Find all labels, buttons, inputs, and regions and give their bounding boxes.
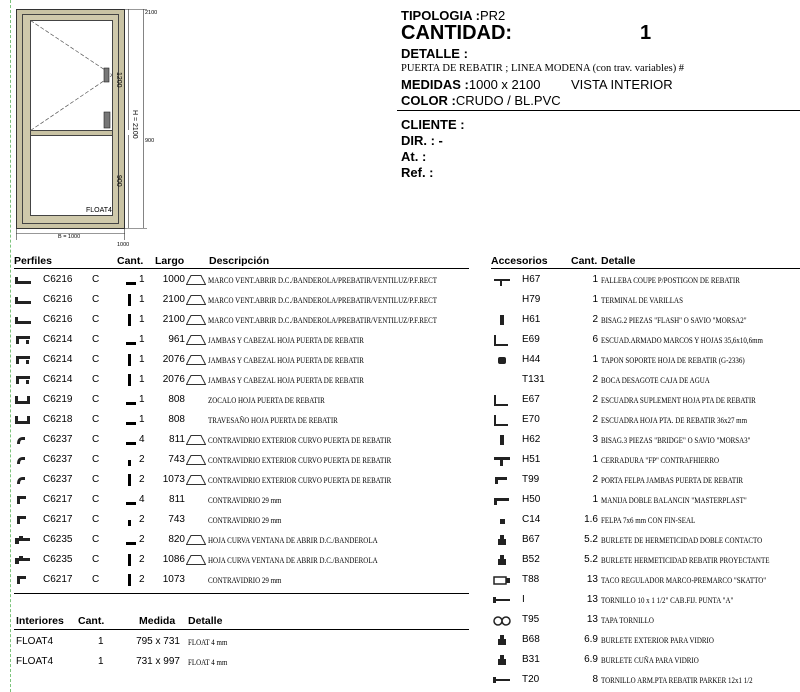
accesorios-row (0, 510, 800, 530)
width-dimension: B = 1000 (58, 234, 81, 240)
tipologia-label: TIPOLOGIA : (401, 8, 480, 23)
accesorios-row (0, 630, 800, 650)
accessory-description: TAPON SOPORTE HOJA DE REBATIR (G-2336) (601, 355, 745, 365)
glass-quantity: 1 (98, 636, 104, 647)
accesorios-row (0, 270, 800, 290)
corner-bracket-icon (492, 414, 514, 426)
accessory-quantity: 1.6 (584, 514, 598, 525)
profile-quantity: 1 (139, 414, 145, 425)
top-dimension: 2100 (145, 10, 158, 16)
profile-code: C6216 (43, 314, 73, 325)
accessory-code: I (522, 594, 525, 605)
accessory-code: T131 (522, 374, 545, 385)
glass-size: 795 x 731 (136, 636, 180, 647)
profile-description: JAMBAS Y CABEZAL HOJA PUERTA DE REBATIR (208, 355, 364, 365)
glass-name: FLOAT4 (16, 636, 54, 647)
corner-dimension: 1000 (117, 242, 130, 248)
accessory-code: B67 (522, 534, 540, 545)
profile-type: C (92, 334, 100, 345)
accessory-quantity: 2 (592, 394, 598, 405)
profile-length: 961 (168, 334, 185, 345)
glass-detail: FLOAT 4 mm (188, 657, 228, 667)
cantidad-label: CANTIDAD: (401, 22, 513, 44)
handle-icon (492, 494, 514, 506)
gasket-icon (492, 654, 514, 666)
brush-holder-icon (492, 474, 514, 486)
detalle-label: DETALLE : (401, 46, 468, 61)
cliente-label: CLIENTE : (401, 117, 465, 132)
accessory-code: H79 (522, 294, 541, 305)
profile-type: C (92, 274, 100, 285)
header-divider (397, 110, 800, 111)
accesorios-row (0, 470, 800, 490)
latch-icon (492, 274, 514, 286)
tipologia-value: PR2 (479, 8, 506, 23)
accessory-description: TORNILLO 10 x 1 1/2" CAB.FIJ. PUNTA "A" (601, 595, 734, 605)
accessory-code: H50 (522, 494, 541, 505)
accessory-description: PORTA FELPA JAMBAS PUERTA DE REBATIR (601, 475, 744, 485)
color-value: CRUDO / BL.PVC (455, 93, 561, 108)
accessory-code: H62 (522, 434, 541, 445)
perfiles-descripcion-header: Descripción (209, 255, 270, 267)
profile-code: C6237 (43, 454, 73, 465)
spacer-block-icon (492, 574, 514, 586)
accessory-quantity: 2 (592, 414, 598, 425)
accesorios-row (0, 650, 800, 670)
profile-length: 1000 (162, 274, 185, 285)
accessory-quantity: 13 (586, 574, 598, 585)
profile-quantity: 2 (139, 454, 145, 465)
profile-length: 2100 (162, 314, 185, 325)
height-dimension: H = 2100 (131, 110, 138, 139)
detalle-value: PUERTA DE REBATIR ; LINEA MODENA (con trav. variables) # (401, 63, 685, 74)
profile-description: MARCO VENT.ABRIR D.C./BANDEROLA/PREBATIR/VENTILUZ/P.F.RECT (208, 295, 438, 305)
gasket-icon (492, 634, 514, 646)
accesorios-row (0, 330, 800, 350)
accessory-code: B31 (522, 654, 540, 665)
profile-type: C (92, 454, 100, 465)
profile-code: C6217 (43, 494, 73, 505)
profile-type: C (92, 534, 100, 545)
accesorios-row (0, 590, 800, 610)
profile-description: CONTRAVIDRIO 29 mm (208, 515, 282, 525)
profile-description: HOJA CURVA VENTANA DE ABRIR D.C./BANDEROLA (208, 555, 378, 565)
profile-length: 811 (169, 494, 185, 505)
accessory-description: BOCA DESAGOTE CAJA DE AGUA (601, 375, 710, 385)
profile-description: CONTRAVIDRIO EXTERIOR CURVO PUERTA DE REBATIR (208, 455, 392, 465)
accessory-description: ESCUADRA SUPLEMENT HOJA PTA DE REBATIR (601, 395, 756, 405)
at-label: At. : (401, 149, 427, 164)
accessory-code: H67 (522, 274, 541, 285)
accessory-description: FALLEBA COUPE P/POSTIGON DE REBATIR (601, 275, 740, 285)
screw-icon (492, 674, 514, 686)
accessory-code: B52 (522, 554, 540, 565)
profile-description: MARCO VENT.ABRIR D.C./BANDEROLA/PREBATIR/VENTILUZ/P.F.RECT (208, 275, 438, 285)
accessory-description: ESCUAD.ARMADO MARCOS Y HOJAS 35,6x10,6mm (601, 335, 763, 345)
profile-description: JAMBAS Y CABEZAL HOJA PUERTA DE REBATIR (208, 375, 364, 385)
accessory-description: BISAG.2 PIEZAS "FLASH" O SAVIO "MORSA2" (601, 315, 747, 325)
accessory-code: E67 (522, 394, 540, 405)
profile-code: C6214 (43, 374, 73, 385)
accessory-description: TAPA TORNILLO (601, 615, 654, 625)
profile-length: 2100 (162, 294, 185, 305)
accessory-description: CERRADURA "FP" CONTRAFHIERRO (601, 455, 720, 465)
accesorios-row (0, 350, 800, 370)
profile-length: 2076 (162, 374, 185, 385)
profile-code: C6216 (43, 294, 73, 305)
interiores-detalle-header: Detalle (188, 615, 223, 627)
interiores-header: Interiores (16, 615, 64, 627)
profile-quantity: 4 (139, 434, 145, 445)
profile-code: C6217 (43, 514, 73, 525)
profile-length: 743 (168, 514, 185, 525)
glass-quantity: 1 (98, 656, 104, 667)
accessory-description: ESCUADRA HOJA PTA. DE REBATIR 36x27 mm (601, 415, 748, 425)
accessory-quantity: 1 (592, 274, 598, 285)
medidas-label: MEDIDAS : (401, 77, 469, 92)
profile-type: C (92, 374, 100, 385)
profile-quantity: 4 (139, 494, 145, 505)
profile-quantity: 1 (139, 394, 145, 405)
profile-code: C6237 (43, 434, 73, 445)
profile-quantity: 1 (139, 354, 145, 365)
accesorios-row (0, 570, 800, 590)
profile-type: C (92, 434, 100, 445)
accessory-quantity: 13 (586, 594, 598, 605)
accessory-quantity: 8 (592, 674, 598, 685)
profile-type: C (92, 574, 100, 585)
accesorios-row (0, 390, 800, 410)
accessory-code: T99 (522, 474, 540, 485)
profile-quantity: 2 (139, 554, 145, 565)
accessory-quantity: 1 (592, 494, 598, 505)
accessory-code: H61 (522, 314, 541, 325)
ref-label: Ref. : (401, 165, 434, 180)
profile-description: CONTRAVIDRIO 29 mm (208, 575, 282, 585)
accessory-quantity: 1 (592, 294, 598, 305)
accessory-quantity: 6.9 (584, 634, 598, 645)
accessory-code: T88 (522, 574, 540, 585)
profile-description: TRAVESAÑO HOJA PUERTA DE REBATIR (208, 415, 338, 425)
accessory-quantity: 2 (592, 474, 598, 485)
accessory-code: E69 (522, 334, 540, 345)
accesorios-row (0, 310, 800, 330)
profile-code: C6218 (43, 414, 73, 425)
accesorios-row (0, 670, 800, 690)
accessory-quantity: 2 (592, 314, 598, 325)
accessory-quantity: 13 (586, 614, 598, 625)
upper-dimension: 1200 (115, 72, 122, 88)
accessory-quantity: 3 (592, 434, 598, 445)
profile-description: CONTRAVIDRIO EXTERIOR CURVO PUERTA DE REBATIR (208, 475, 392, 485)
profile-code: C6237 (43, 474, 73, 485)
accessory-quantity: 1 (592, 454, 598, 465)
corner-bracket-icon (492, 334, 514, 346)
perfiles-header-rule (14, 268, 469, 269)
gasket-icon (492, 534, 514, 546)
medidas-value: 1000 x 2100 (468, 77, 541, 92)
profile-length: 2076 (162, 354, 185, 365)
profile-quantity: 1 (139, 294, 145, 305)
glass-label: FLOAT4 (86, 207, 112, 214)
profile-quantity: 2 (139, 534, 145, 545)
profile-quantity: 1 (139, 334, 145, 345)
accesorios-row (0, 410, 800, 430)
accessory-description: BISAG.3 PIEZAS "BRIDGE" O SAVIO "MORSA3" (601, 435, 751, 445)
profile-length: 808 (168, 414, 185, 425)
interiores-medida-header: Medida (139, 615, 176, 627)
perfiles-cant-header: Cant. (117, 255, 144, 267)
profile-description: HOJA CURVA VENTANA DE ABRIR D.C./BANDEROLA (208, 535, 378, 545)
profile-description: CONTRAVIDRIO 29 mm (208, 495, 282, 505)
accessory-description: BURLETE CUÑA PARA VIDRIO (601, 655, 699, 665)
accessory-description: TORNILLO ARM.PTA REBATIR PARKER 12x1 1/2 (601, 675, 753, 685)
accesorios-row (0, 430, 800, 450)
profile-length: 1073 (162, 474, 185, 485)
accessory-quantity: 5.2 (584, 554, 598, 565)
profile-type: C (92, 474, 100, 485)
hinge-icon (492, 434, 514, 446)
accesorios-row (0, 370, 800, 390)
screw-icon (492, 594, 514, 606)
dir-label: DIR. : - (401, 133, 443, 148)
accesorios-row (0, 550, 800, 570)
profile-length: 808 (168, 394, 185, 405)
gasket-icon (492, 554, 514, 566)
profile-code: C6214 (43, 334, 73, 345)
accessory-code: B68 (522, 634, 540, 645)
profile-description: ZOCALO HOJA PUERTA DE REBATIR (208, 395, 325, 405)
accessory-description: MANIJA DOBLE BALANCIN "MASTERPLAST" (601, 495, 747, 505)
profile-type: C (92, 294, 100, 305)
accessory-description: BURLETE HERMETICIDAD REBATIR PROYECTANTE (601, 555, 770, 565)
plug-icon (492, 354, 514, 366)
accessory-quantity: 6 (592, 334, 598, 345)
vista-label: VISTA INTERIOR (571, 77, 673, 92)
accessory-code: E70 (522, 414, 540, 425)
profile-type: C (92, 314, 100, 325)
corner-bracket-icon (492, 394, 514, 406)
accessory-description: BURLETE DE HERMETICIDAD DOBLE CONTACTO (601, 535, 763, 545)
accessory-code: C14 (522, 514, 541, 525)
felt-icon (492, 514, 514, 526)
accessory-description: TACO REGULADOR MARCO-PREMARCO "SKATTO" (601, 575, 767, 585)
profile-quantity: 2 (139, 514, 145, 525)
profile-quantity: 2 (139, 474, 145, 485)
profile-quantity: 1 (139, 274, 145, 285)
accesorios-row (0, 530, 800, 550)
profile-code: C6219 (43, 394, 73, 405)
interiores-cant-header: Cant. (78, 615, 105, 627)
profile-quantity: 2 (139, 574, 145, 585)
profile-length: 1073 (162, 574, 185, 585)
accessory-description: BURLETE EXTERIOR PARA VIDRIO (601, 635, 714, 645)
profile-description: JAMBAS Y CABEZAL HOJA PUERTA DE REBATIR (208, 335, 364, 345)
accessory-code: H51 (522, 454, 541, 465)
profile-description: MARCO VENT.ABRIR D.C./BANDEROLA/PREBATIR/VENTILUZ/P.F.RECT (208, 315, 438, 325)
accesorios-row (0, 450, 800, 470)
screw-cap-icon (492, 614, 514, 626)
profile-description: CONTRAVIDRIO EXTERIOR CURVO PUERTA DE REBATIR (208, 435, 392, 445)
profile-length: 811 (169, 434, 185, 445)
accesorios-header-rule (491, 268, 800, 269)
profile-code: C6217 (43, 574, 73, 585)
profile-type: C (92, 394, 100, 405)
accesorios-row (0, 610, 800, 630)
accesorios-detalle-header: Detalle (601, 255, 636, 267)
lock-icon (492, 454, 514, 466)
profile-length: 820 (168, 534, 185, 545)
glass-name: FLOAT4 (16, 656, 54, 667)
profile-type: C (92, 554, 100, 565)
profile-type: C (92, 414, 100, 425)
perfiles-largo-header: Largo (155, 255, 185, 267)
glass-size: 731 x 997 (136, 656, 180, 667)
accesorios-cant-header: Cant. (571, 255, 598, 267)
hinge-icon (492, 314, 514, 326)
accessory-code: H44 (522, 354, 541, 365)
accesorios-header: Accesorios (491, 255, 548, 267)
accessory-code: T95 (522, 614, 540, 625)
accessory-quantity: 6.9 (584, 654, 598, 665)
profile-quantity: 1 (139, 314, 145, 325)
profile-type: C (92, 494, 100, 505)
profile-type: C (92, 514, 100, 525)
accessory-description: FELPA 7x6 mm CON FIN-SEAL (601, 515, 696, 525)
profile-length: 1086 (162, 554, 185, 565)
lower-dimension: 900 (115, 175, 122, 187)
profile-type: C (92, 354, 100, 365)
profile-code: C6214 (43, 354, 73, 365)
profile-code: C6235 (43, 554, 73, 565)
profile-length: 743 (168, 454, 185, 465)
profile-quantity: 1 (139, 374, 145, 385)
accessory-description: TERMINAL DE VARILLAS (601, 295, 683, 305)
accesorios-row (0, 290, 800, 310)
accesorios-row (0, 490, 800, 510)
color-label: COLOR : (401, 93, 456, 108)
glass-detail: FLOAT 4 mm (188, 637, 228, 647)
accessory-code: T20 (522, 674, 540, 685)
accessory-quantity: 5.2 (584, 534, 598, 545)
side-dimension: 900 (145, 138, 155, 144)
cantidad-value: 1 (640, 22, 652, 44)
profile-code: C6216 (43, 274, 73, 285)
profile-code: C6235 (43, 534, 73, 545)
perfiles-header: Perfiles (14, 255, 52, 267)
accessory-quantity: 2 (592, 374, 598, 385)
accessory-quantity: 1 (592, 354, 598, 365)
